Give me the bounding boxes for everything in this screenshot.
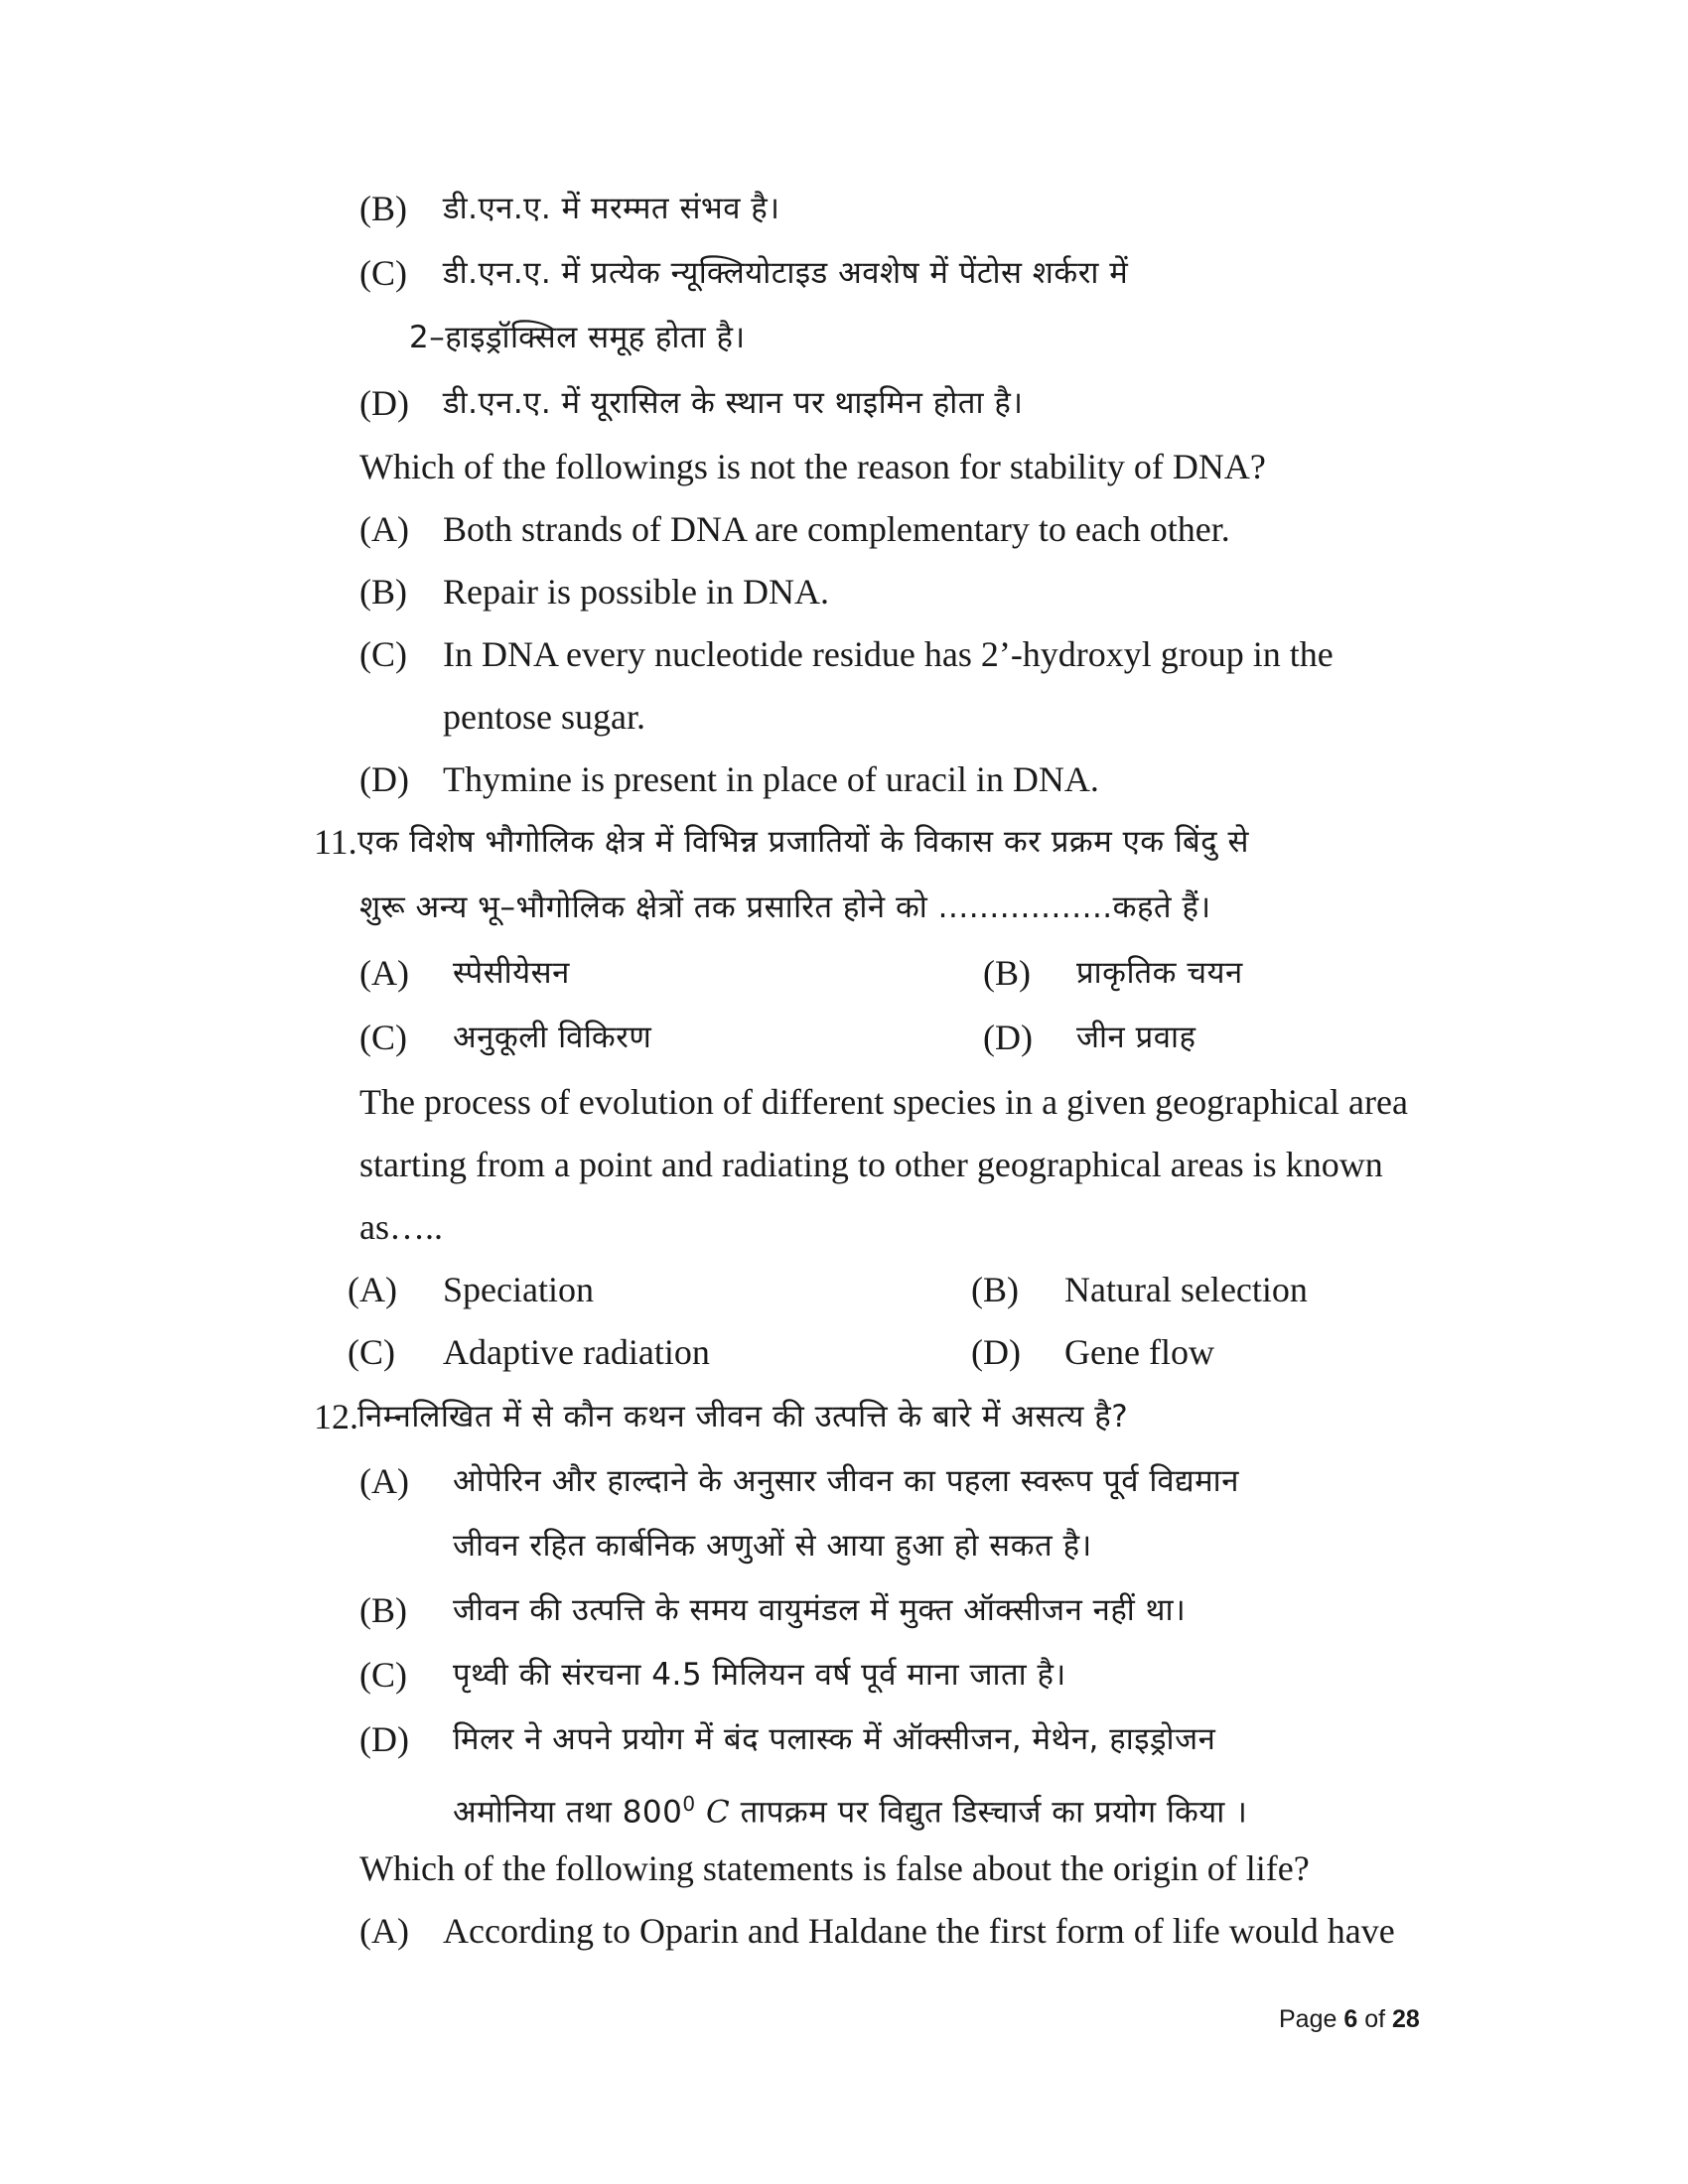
option-label: (A) (359, 509, 409, 549)
option-label: (C) (359, 1018, 407, 1057)
q10-hindi-option-c-line1: डी.एन.ए. में प्रत्येक न्यूक्लियोटाइड अवशेष में पेंटोस शर्करा में (443, 255, 1129, 291)
q11-english-line3: as….. (359, 1207, 443, 1247)
option-label: (D) (359, 383, 409, 423)
q11-english-line2: starting from a point and radiating to other geographical areas is known (359, 1145, 1383, 1184)
degree-superscript: 0 (682, 1792, 696, 1816)
option-label: (A) (359, 953, 409, 993)
q10-english-option-a: Both strands of DNA are complementary to each other. (443, 509, 1230, 549)
unit-symbol: C (705, 1794, 731, 1831)
q12-hindi-option-a-line1: ओपेरिन और हाल्दाने के अनुसार जीवन का पहला स्वरूप पूर्व विद्यमान (453, 1463, 1239, 1499)
q10-hindi-option-c-line2: 2–हाइड्रॉक्सिल समूह होता है। (409, 320, 746, 355)
q10-english-option-c-line2: pentose sugar. (443, 697, 645, 737)
question-number: 11. (314, 822, 357, 862)
option-label: (B) (983, 953, 1031, 993)
footer-current-page: 6 (1343, 2005, 1358, 2033)
q11-hindi-option-a: स्पेसीयेसन (453, 955, 570, 991)
q11-hindi-line2: शुरू अन्य भू–भौगोलिक क्षेत्रों तक प्रसारित होने को .................कहते हैं। (359, 889, 1211, 925)
q10-english-question: Which of the followings is not the reason for stability of DNA? (359, 447, 1266, 486)
option-label: (B) (971, 1270, 1019, 1309)
q12-hindi-option-d-line1: मिलर ने अपने प्रयोग में बंद पलास्क में ऑक्सीजन, मेथेन, हाइड्रोजन (453, 1721, 1216, 1757)
footer-page-word: Page (1279, 2005, 1337, 2033)
footer-total-pages: 28 (1392, 2005, 1420, 2033)
q11-english-option-a: Speciation (443, 1270, 594, 1309)
option-label: (D) (971, 1332, 1021, 1372)
q12-hindi-option-d-line2: अमोनिया तथा $800^0$ C तापक्रम पर विद्युत डिस्चार्ज का प्रयोग किया । (453, 1792, 1248, 1831)
q11-hindi-option-d: जीन प्रवाह (1076, 1020, 1196, 1055)
q11-hindi-option-c: अनुकूली विकिरण (453, 1020, 652, 1055)
q11-english-option-c: Adaptive radiation (443, 1332, 710, 1372)
q11-hindi-option-b: प्राकृतिक चयन (1076, 955, 1243, 991)
option-label: (A) (348, 1270, 397, 1309)
footer-of-word: of (1364, 2005, 1386, 2033)
option-label: (C) (359, 253, 407, 293)
q12-english-question: Which of the following statements is false about the origin of life? (359, 1848, 1310, 1888)
option-label: (D) (983, 1018, 1033, 1057)
q10-english-option-c-line1: In DNA every nucleotide residue has 2’-hydroxyl group in the (443, 634, 1334, 674)
q12-hindi-question: निम्नलिखित में से कौन कथन जीवन की उत्पत्ति के बारे में असत्य है? (357, 1399, 1129, 1434)
option-label: (C) (359, 634, 407, 674)
q11-english-line1: The process of evolution of different species in a given geographical area (359, 1082, 1408, 1122)
option-label: (A) (359, 1461, 409, 1501)
q10-hindi-option-d: डी.एन.ए. में यूरासिल के स्थान पर थाइमिन होता है। (443, 385, 1024, 421)
option-label: (C) (359, 1655, 407, 1695)
q11-english-option-d: Gene flow (1064, 1332, 1214, 1372)
q10-english-option-d: Thymine is present in place of uracil in DNA. (443, 759, 1099, 799)
option-label: (B) (359, 189, 407, 228)
q12-hindi-option-a-line2: जीवन रहित कार्बनिक अणुओं से आया हुआ हो सकत है। (453, 1528, 1092, 1564)
q11-english-option-b: Natural selection (1064, 1270, 1308, 1309)
question-number: 12. (314, 1397, 358, 1436)
option-label: (D) (359, 759, 409, 799)
q10-hindi-option-b: डी.एन.ए. में मरम्मत संभव है। (443, 191, 780, 226)
q10-english-option-b: Repair is possible in DNA. (443, 572, 829, 612)
option-label: (C) (348, 1332, 395, 1372)
option-label: (B) (359, 1590, 407, 1630)
option-label: (A) (359, 1911, 409, 1951)
q12-hindi-option-c: पृथ्वी की संरचना 4.5 मिलियन वर्ष पूर्व माना जाता है। (453, 1657, 1066, 1693)
option-label: (D) (359, 1719, 409, 1759)
q12-english-option-a-line1: According to Oparin and Haldane the first form of life would have (443, 1911, 1395, 1951)
page-footer (1279, 2005, 1420, 2034)
q11-hindi-line1: एक विशेष भौगोलिक क्षेत्र में विभिन्न प्रजातियों के विकास कर प्रक्रम एक बिंदु से (357, 824, 1249, 860)
q12-hindi-option-b: जीवन की उत्पत्ति के समय वायुमंडल में मुक्त ऑक्सीजन नहीं था। (453, 1592, 1187, 1628)
option-label: (B) (359, 572, 407, 612)
